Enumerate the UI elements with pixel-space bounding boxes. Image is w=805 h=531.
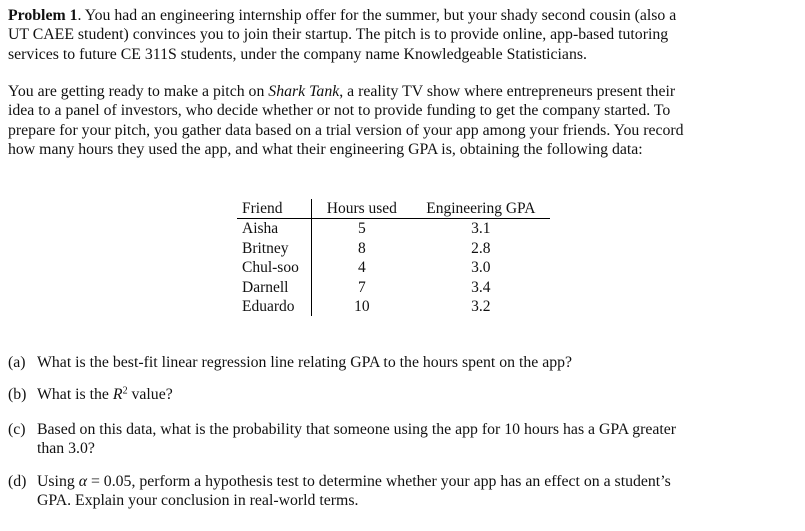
cell-hours: 4 [357, 259, 366, 277]
question-d-line-2: GPA. Explain your conclusion in real-world terms. [37, 492, 359, 510]
cell-hours: 7 [357, 278, 366, 296]
question-d-line-1: = 0.05, perform a hypothesis test to determine whether your app has an effect on a student’s [87, 473, 671, 490]
cell-gpa: 3.1 [471, 220, 491, 238]
data-table [237, 199, 550, 316]
table-row [237, 258, 550, 277]
question-c-line-2: than 3.0? [37, 440, 95, 458]
table-row [237, 219, 550, 239]
intro-line-3: services to future CE 311S students, under the company name Knowledgeable Statisticians. [8, 45, 587, 63]
question-c-line-1: Based on this data, what is the probability that someone using the app for 10 hours has a GPA greater [37, 421, 677, 438]
intro-line-2: UT CAEE student) convinces you to join their startup. The pitch is to provide online, app-based tutoring [8, 26, 669, 44]
cell-friend: Darnell [237, 278, 311, 297]
question-b-lead: What is the [37, 386, 113, 403]
problem-context [8, 82, 794, 160]
cell-gpa: 2.8 [471, 239, 491, 257]
cell-gpa: 3.4 [471, 278, 491, 296]
cell-friend: Britney [237, 239, 311, 258]
cell-hours: 8 [357, 239, 366, 257]
question-a-text: What is the best-fit linear regression line relating GPA to the hours spent on the app? [37, 354, 573, 371]
cell-gpa: 3.0 [471, 259, 491, 277]
question-b-tail: value? [127, 386, 173, 403]
question-c-label: (c) [8, 421, 26, 438]
cell-friend: Aisha [237, 219, 311, 239]
table-row [237, 239, 550, 258]
header-friend: Friend [237, 199, 311, 219]
context-lead: You are getting ready to make a pitch on [8, 83, 269, 100]
context-line-2: idea to a panel of investors, who decide whether or not to provide funding to get the company started. To [8, 102, 671, 120]
table-row [237, 278, 550, 297]
question-b-text [37, 385, 794, 404]
problem-label: Problem 1 [8, 7, 78, 24]
r-variable: R [112, 386, 123, 403]
problem-intro [8, 6, 794, 64]
question-d-lead: Using [37, 473, 79, 490]
question-c-text [37, 420, 794, 459]
header-gpa: Engineering GPA [412, 199, 550, 219]
context-line-3: prepare for your pitch, you gather data based on a trial version of your app among your friends. You record [8, 121, 684, 139]
cell-friend: Chul-soo [237, 258, 311, 277]
table-row [237, 297, 550, 316]
question-a-label: (a) [8, 354, 26, 371]
alpha-symbol: α [78, 473, 87, 490]
cell-hours: 5 [357, 220, 366, 238]
cell-hours: 10 [354, 298, 370, 316]
r-exponent: 2 [122, 385, 128, 397]
intro-line-1: . You had an engineering internship offer for the summer, but your shady second cousin (also a [77, 7, 677, 24]
cell-gpa: 3.2 [471, 298, 491, 316]
question-b-label: (b) [8, 386, 27, 403]
question-d-text [37, 472, 794, 511]
header-hours: Hours used [311, 199, 412, 219]
show-name: Shark Tank [268, 83, 340, 100]
table-header-row [237, 199, 550, 219]
question-d-label: (d) [8, 473, 27, 490]
context-line-1: , a reality TV show where entrepreneurs present their [339, 83, 676, 100]
context-line-4: how many hours they used the app, and what their engineering GPA is, obtaining the following data: [8, 141, 643, 159]
cell-friend: Eduardo [237, 297, 311, 316]
